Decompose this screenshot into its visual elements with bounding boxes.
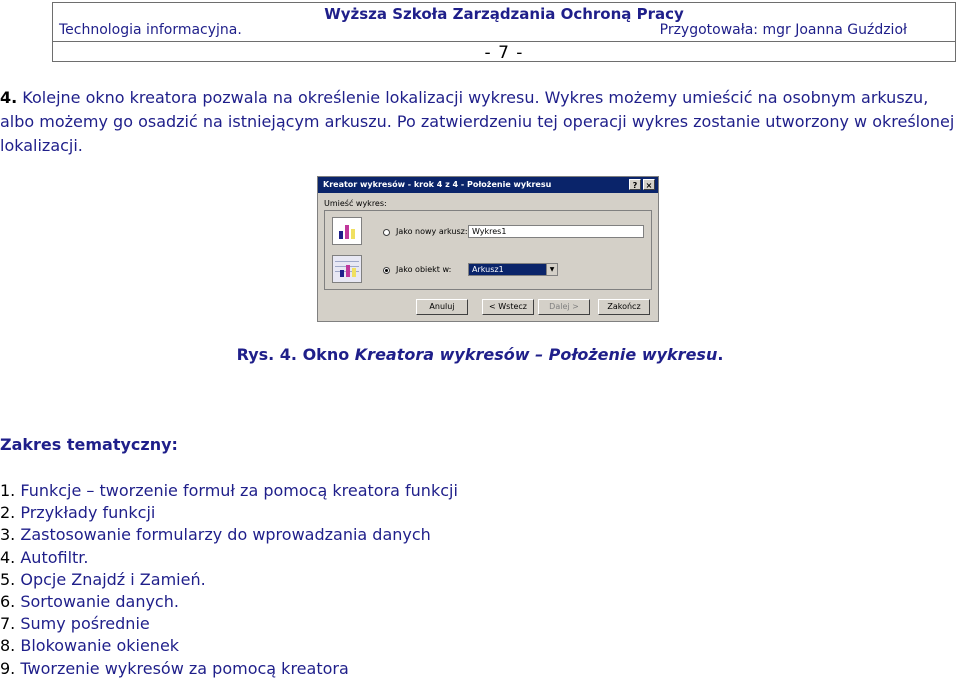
caption-suffix: . bbox=[717, 345, 724, 364]
item-number: 1. bbox=[0, 481, 16, 500]
cancel-button[interactable]: Anuluj bbox=[416, 299, 468, 315]
item-number: 9. bbox=[0, 658, 16, 678]
list-item bbox=[0, 480, 458, 502]
close-icon[interactable]: × bbox=[643, 179, 655, 190]
object-sheet-select[interactable]: Arkusz1 bbox=[468, 263, 558, 276]
list-item bbox=[0, 524, 458, 546]
author-name: Przygotowała: mgr Joanna Guździoł bbox=[659, 22, 907, 38]
finish-button[interactable]: Zakończ bbox=[598, 299, 650, 315]
item-text: Przykłady funkcji bbox=[20, 503, 156, 523]
next-button[interactable]: Dalej > bbox=[538, 299, 590, 315]
topics-title: Zakres tematyczny: bbox=[0, 435, 178, 454]
item-number: 7. bbox=[0, 614, 16, 634]
item-text: Zastosowanie formularzy do wprowadzania danych bbox=[20, 525, 431, 545]
item-text: Tworzenie wykresów za pomocą kreatora bbox=[20, 658, 349, 678]
item-text: Funkcje – tworzenie formuł za pomocą kreatora funkcji bbox=[20, 481, 458, 500]
list-item bbox=[0, 658, 458, 680]
chart-wizard-dialog bbox=[317, 176, 659, 322]
item-number: 8. bbox=[0, 636, 16, 656]
header-divider bbox=[53, 41, 955, 42]
dialog-title: Kreator wykresów - krok 4 z 4 - Położenie wykresu bbox=[323, 180, 552, 189]
item-text: Sortowanie danych. bbox=[20, 592, 179, 612]
list-item bbox=[0, 569, 458, 591]
item-number: 5. bbox=[0, 569, 16, 589]
school-name: Wyższa Szkoła Zarządzania Ochroną Pracy bbox=[324, 5, 684, 23]
placement-group-label: Umieść wykres: bbox=[324, 199, 387, 208]
item-number: 4. bbox=[0, 547, 16, 567]
item-number: 3. bbox=[0, 525, 16, 545]
item-number: 6. bbox=[0, 592, 16, 612]
list-item bbox=[0, 635, 458, 657]
new-sheet-label: Jako nowy arkusz: bbox=[396, 227, 468, 236]
item-text: Opcje Znajdź i Zamień. bbox=[20, 569, 206, 589]
new-sheet-name-input[interactable]: Wykres1 bbox=[468, 225, 644, 238]
list-item bbox=[0, 502, 458, 524]
step-paragraph bbox=[0, 86, 960, 158]
subject-name: Technologia informacyjna. bbox=[59, 22, 242, 38]
item-text: Blokowanie okienek bbox=[20, 636, 180, 656]
placement-groupbox bbox=[324, 210, 652, 290]
page-number: - 7 - bbox=[484, 43, 524, 63]
list-item bbox=[0, 591, 458, 613]
new-sheet-radio[interactable] bbox=[383, 229, 390, 236]
dialog-titlebar bbox=[318, 177, 658, 193]
step-text: Kolejne okno kreatora pozwala na określenie lokalizacji wykresu. Wykres możemy umieścić na osobnym arkuszu, albo możemy go osadzić na istniejącym arkuszu. Po zatwierdzeniu tej operacji wykres zostanie utworzony w określonej lokalizacji. bbox=[0, 88, 955, 155]
caption-prefix: Rys. 4. Okno bbox=[236, 345, 355, 364]
list-item bbox=[0, 547, 458, 569]
item-number: 2. bbox=[0, 503, 16, 523]
item-text: Sumy pośrednie bbox=[20, 614, 150, 634]
item-text: Autofiltr. bbox=[20, 547, 89, 567]
help-icon[interactable]: ? bbox=[629, 179, 641, 190]
new-sheet-chart-icon bbox=[332, 217, 362, 245]
back-button[interactable]: < Wstecz bbox=[482, 299, 534, 315]
object-in-radio[interactable] bbox=[383, 267, 390, 274]
step-number: 4. bbox=[0, 88, 18, 107]
chevron-down-icon[interactable]: ▼ bbox=[546, 263, 558, 276]
embedded-chart-icon bbox=[332, 255, 362, 283]
figure-caption bbox=[0, 345, 960, 364]
topics-list bbox=[0, 480, 458, 680]
page-header bbox=[52, 2, 956, 62]
object-in-label: Jako obiekt w: bbox=[396, 265, 452, 274]
list-item bbox=[0, 613, 458, 635]
caption-italic: Kreatora wykresów – Położenie wykresu bbox=[354, 345, 718, 364]
